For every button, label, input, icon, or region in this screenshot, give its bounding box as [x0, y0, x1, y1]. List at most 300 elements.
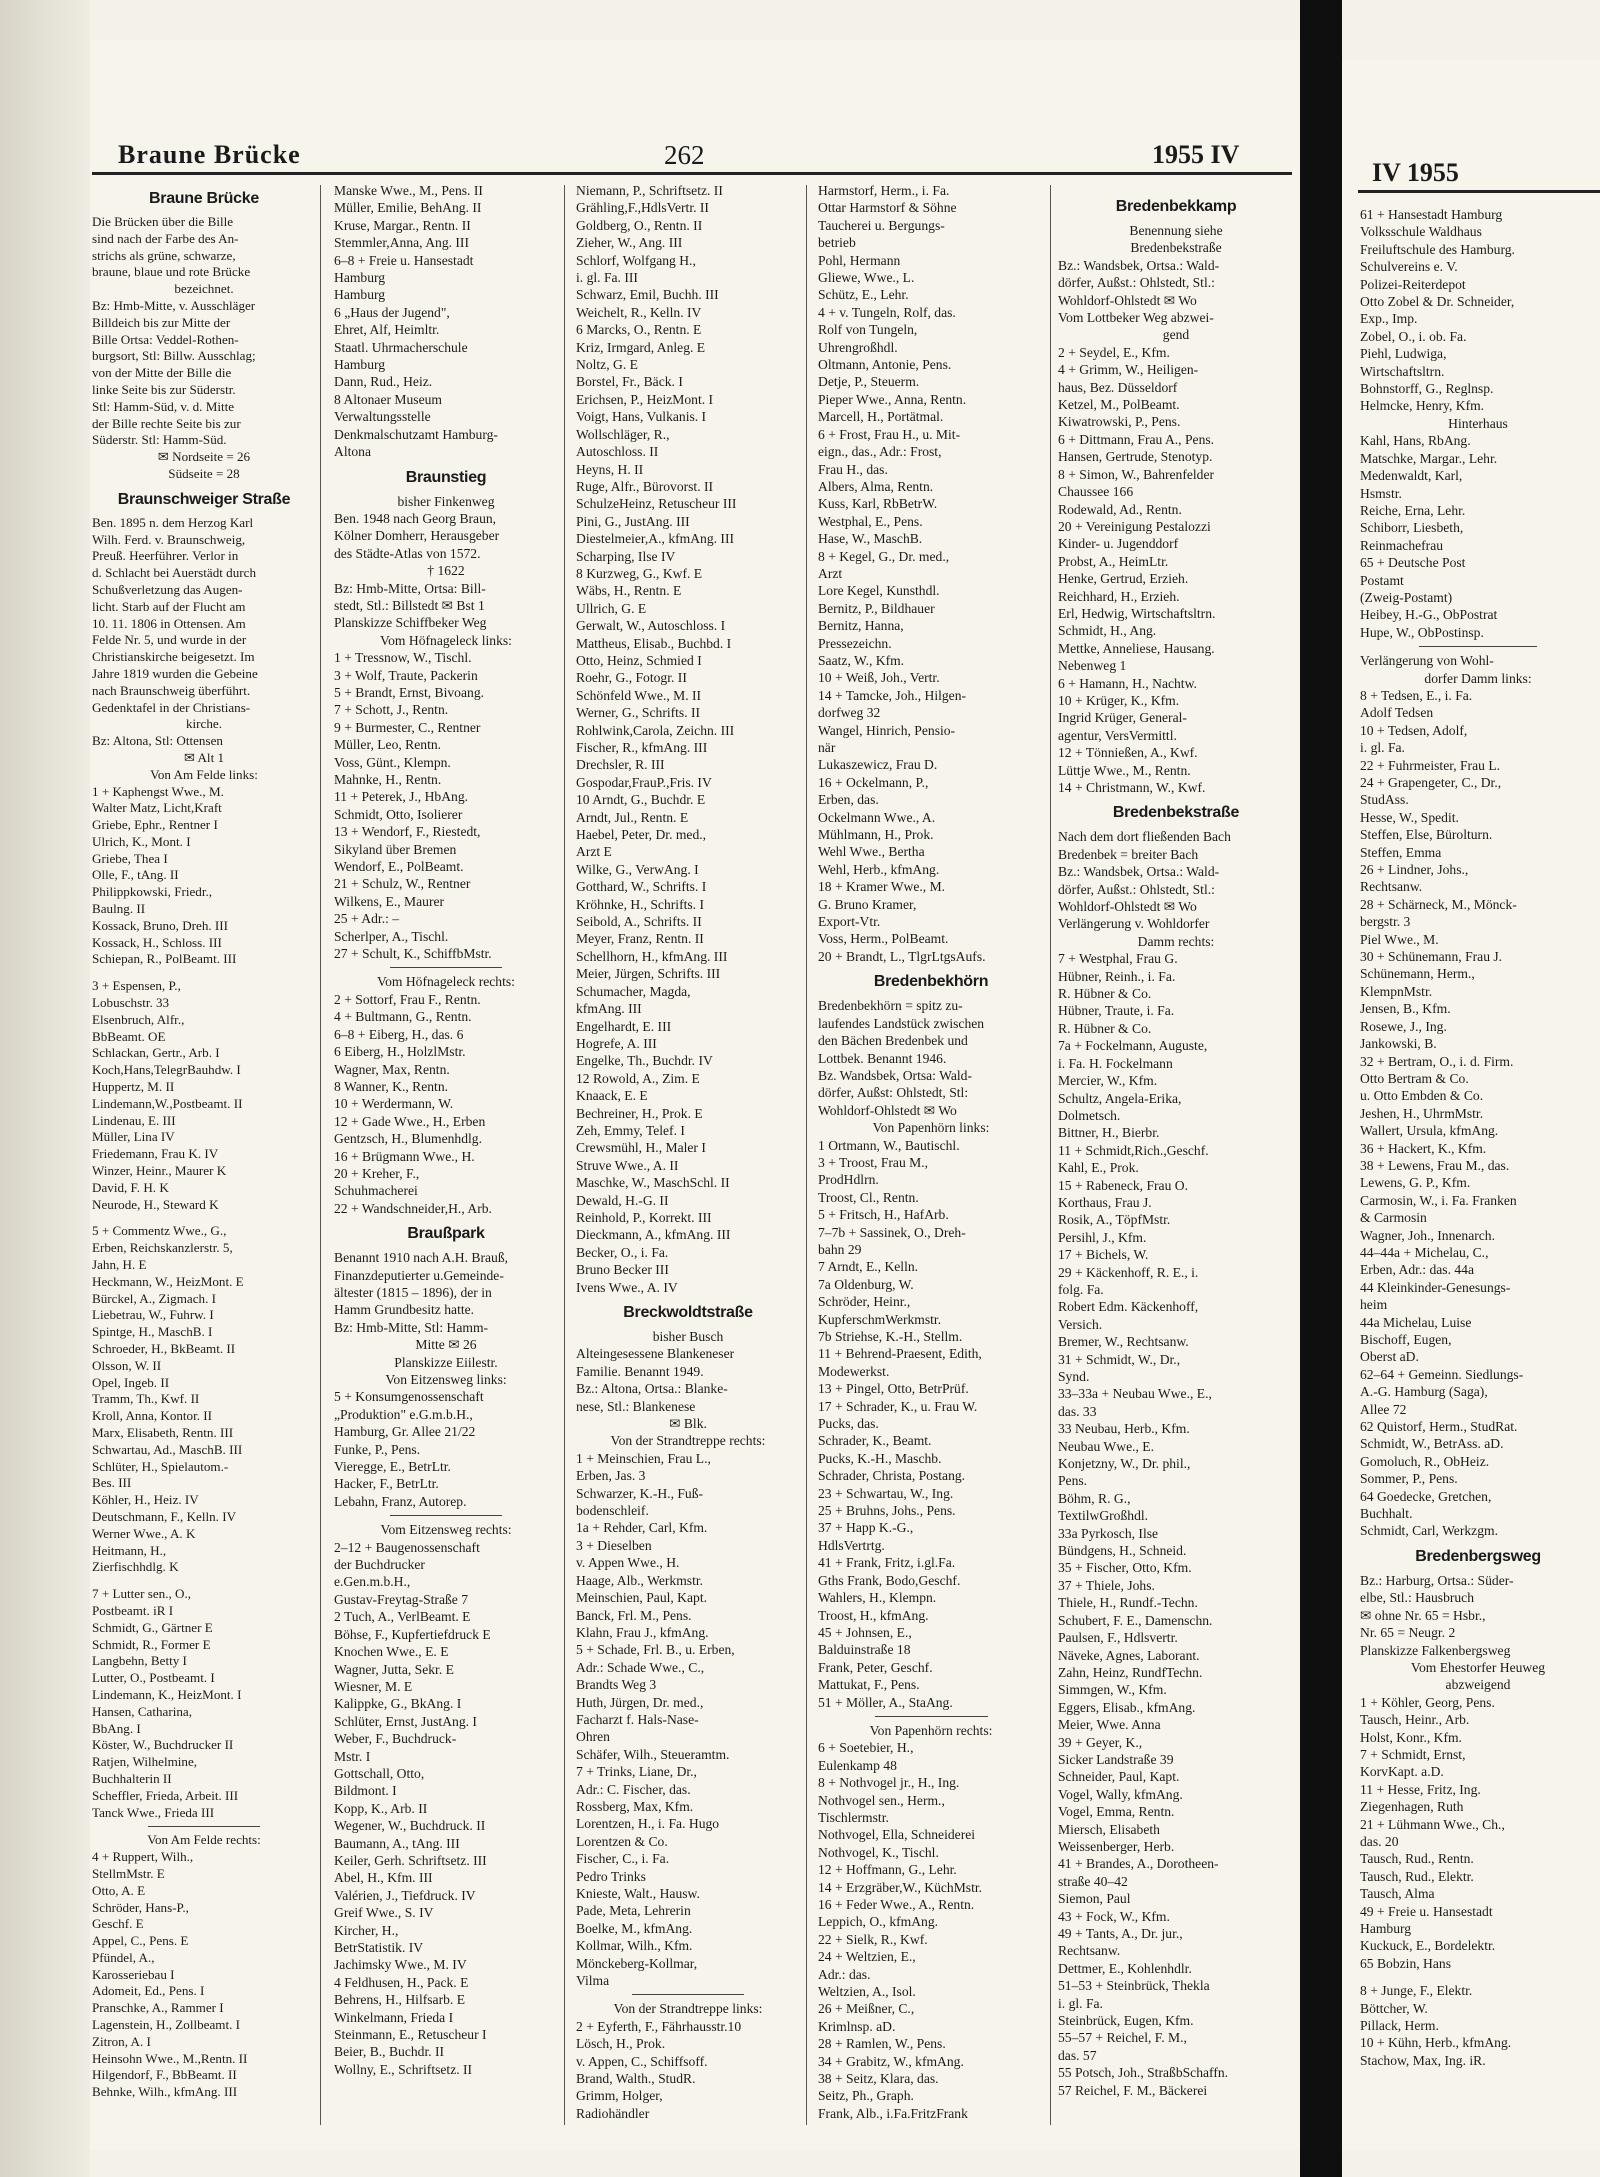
- entry-line: betrieb: [818, 235, 856, 251]
- entry-line: Mahnke, H., Rentn.: [334, 772, 442, 787]
- entry-line: 35 + Fischer, Otto, Kfm.: [1058, 1560, 1192, 1576]
- entry-line: Nach dem dort fließenden Bach: [1058, 829, 1231, 845]
- entry-line: Lebahn, Franz, Autorep.: [334, 1493, 467, 1509]
- entry-line: Lindemann, K., HeizMont. I: [92, 1686, 242, 1702]
- entry-line: Wangel, Hinrich, Pensio-: [818, 722, 956, 738]
- entry-line: 55 Potsch, Joh., StraßbSchaffn.: [1058, 2065, 1229, 2081]
- entry-line: Zobel, O., i. ob. Fa.: [1360, 328, 1467, 344]
- entry-line: 14 + Christmann, W., Kwf.: [1058, 780, 1206, 795]
- entry-line: Rechtsanw.: [1360, 879, 1423, 895]
- running-head-year: 1955 IV: [1152, 140, 1240, 169]
- entry-line: Eulenkamp 48: [818, 1757, 897, 1773]
- entry-line: 45 + Johnsen, E.,: [818, 1624, 912, 1640]
- entry-line: Knochen Wwe., E. E: [334, 1644, 449, 1660]
- entry-line: Ketzel, M., PolBeamt.: [1058, 397, 1180, 413]
- entry-line: Postamt: [1360, 572, 1404, 588]
- entry-line: 20 + Kreher, F.,: [334, 1165, 420, 1181]
- entry-line: e.Gen.m.b.H.,: [334, 1574, 411, 1590]
- entry-line: Schlorf, Wolfgang H.,: [576, 252, 696, 268]
- entry-line: Schneider, Paul, Kapt.: [1058, 1769, 1180, 1785]
- entry-line: Lagenstein, H., Zollbeamt. I: [92, 2017, 240, 2033]
- entry-line: heim: [1360, 1297, 1388, 1313]
- entry-line: 62 Quistorf, Herm., StudRat.: [1360, 1419, 1518, 1435]
- entry-line: Synd.: [1058, 1369, 1090, 1384]
- entry-line: Ehret, Alf, Heimltr.: [334, 322, 440, 338]
- entry-line: 12 + Hoffmann, G., Lehr.: [818, 1862, 957, 1878]
- entry-line: Hamburg: [1360, 1921, 1412, 1936]
- entry-line: Billdeich bis zur Mitte der: [92, 314, 231, 330]
- entry-line: Schünemann, Herm.,: [1360, 966, 1475, 982]
- entry-line: 65 + Deutsche Post: [1360, 555, 1466, 571]
- entry-line: 31 + Schmidt, W., Dr.,: [1058, 1351, 1181, 1367]
- spacer: [92, 1576, 316, 1586]
- entry-line: Engelhardt, E. III: [576, 1018, 672, 1034]
- entry-line: 37 + Happ K.-G.,: [818, 1520, 914, 1536]
- entry-line: 7b Striehse, K.-H., Stellm.: [818, 1329, 963, 1344]
- entry-line: Bz: Hmb-Mitte, Ortsa: Bill-: [334, 580, 486, 596]
- entry-line: Verlängerung v. Wohldorfer: [1058, 916, 1210, 932]
- entry-line: Müller, Lina IV: [92, 1129, 175, 1145]
- entry-line: Gottschall, Otto,: [334, 1765, 425, 1781]
- entry-line: Werner, G., Schrifts. II: [576, 705, 701, 721]
- entry-line: 1 + Meinschien, Frau L.,: [576, 1450, 711, 1466]
- entry-line: Bürckel, A., Zigmach. I: [92, 1290, 216, 1306]
- entry-line: Manske Wwe., M., Pens. II: [334, 183, 483, 198]
- entry-line: linke Seite bis zur Süderstr.: [92, 381, 236, 397]
- text-column-3: [576, 182, 800, 2122]
- entry-line: Bredenbek = breiter Bach: [1058, 846, 1199, 862]
- entry-line: 12 + Gade Wwe., H., Erben: [334, 1113, 486, 1129]
- entry-line: Greif Wwe., S. IV: [334, 1905, 434, 1921]
- entry-line: 49 + Tants, A., Dr. jur.,: [1058, 1926, 1183, 1941]
- entry-line: Hesse, W., Spedit.: [1360, 809, 1459, 825]
- entry-line: StudAss.: [1360, 792, 1409, 808]
- entry-line: bodenschleif.: [576, 1503, 649, 1519]
- entry-line: Frau H., das.: [818, 461, 888, 477]
- entry-line: 8 + Tedsen, E., i. Fa.: [1360, 687, 1473, 703]
- entry-line: kfmAng. III: [576, 1001, 642, 1017]
- entry-line: 6 + Dittmann, Frau A., Pens.: [1058, 431, 1215, 447]
- entry-line: Kircher, H.,: [334, 1922, 399, 1938]
- entry-line: 8 Altonaer Museum: [334, 391, 442, 407]
- entry-line: bisher Busch: [652, 1329, 724, 1344]
- entry-line: Klahn, Frau J., kfmAng.: [576, 1624, 709, 1640]
- entry-line: Grimm, Holger,: [576, 2088, 663, 2104]
- spacer: [1360, 1972, 1596, 1982]
- entry-line: Sommer, P., Pens.: [1360, 1471, 1458, 1487]
- street-heading: Bredenbergsweg: [1415, 1547, 1541, 1565]
- entry-line: David, F. H. K: [92, 1179, 169, 1195]
- entry-line: Nebenweg 1: [1058, 658, 1127, 674]
- entry-line: 13 + Pingel, Otto, BetrPrüf.: [818, 1381, 969, 1397]
- entry-line: Wagner, Jutta, Sekr. E: [334, 1661, 454, 1677]
- entry-line: Hamburg: [334, 270, 386, 286]
- entry-line: Gedenktafel in der Christians-: [92, 699, 251, 715]
- entry-line: Diestelmeier,A., kfmAng. III: [576, 531, 735, 547]
- entry-line: Schubert, F. E., Damenschn.: [1058, 1612, 1213, 1628]
- entry-line: 9 + Burmester, C., Rentner: [334, 719, 481, 735]
- entry-line: Dieckmann, A., kfmAng. III: [576, 1227, 731, 1243]
- street-heading: Braunschweiger Straße: [117, 490, 291, 508]
- entry-line: Schlüter, Ernst, JustAng. I: [334, 1713, 477, 1729]
- entry-line: 64 Goedecke, Gretchen,: [1360, 1488, 1492, 1504]
- entry-line: Denkmalschutzamt Hamburg-: [334, 426, 498, 442]
- entry-line: Mattukat, F., Pens.: [818, 1677, 920, 1693]
- entry-line: 11 + Schmidt,Rich.,Geschf.: [1058, 1142, 1209, 1158]
- entry-line: ✉ Blk.: [669, 1416, 707, 1432]
- entry-line: Vom Höfnageleck rechts:: [377, 974, 515, 990]
- entry-line: Buchhalt.: [1360, 1506, 1413, 1522]
- entry-line: 7 + Lutter sen., O.,: [92, 1586, 192, 1602]
- entry-line: 5 + Konsumgenossenschaft: [334, 1389, 484, 1405]
- entry-line: Zierfischhdlg. K: [92, 1559, 179, 1575]
- entry-line: Meier, Jürgen, Schrifts. III: [576, 966, 721, 982]
- entry-line: 38 + Seitz, Klara, das.: [818, 2071, 939, 2087]
- entry-line: KlempnMstr.: [1360, 983, 1433, 999]
- entry-line: Vom Höfnageleck links:: [380, 632, 512, 648]
- entry-line: strichs als grüne, schwarze,: [92, 247, 236, 263]
- spacer: [92, 1213, 316, 1223]
- entry-line: Kollmar, Wilh., Kfm.: [576, 1938, 693, 1954]
- entry-line: 1 + Tressnow, W., Tischl.: [334, 650, 472, 666]
- entry-line: Wohldorf-Ohlstedt ✉ Wo: [1058, 292, 1197, 308]
- entry-line: Opel, Ingeb. II: [92, 1374, 170, 1390]
- entry-line: 44 Kleinkinder-Genesungs-: [1360, 1279, 1511, 1295]
- entry-line: Olle, F., tAng. II: [92, 867, 179, 883]
- entry-line: Taucherei u. Bergungs-: [818, 217, 945, 233]
- entry-line: Süderstr. Stl: Hamm-Süd.: [92, 432, 227, 448]
- entry-line: 17 + Schrader, K., u. Frau W.: [818, 1398, 978, 1414]
- entry-line: Ulrich, K., Mont. I: [92, 833, 191, 849]
- entry-line: 1 + Köhler, Georg, Pens.: [1360, 1694, 1495, 1710]
- entry-line: 33 Neubau, Herb., Kfm.: [1058, 1421, 1190, 1437]
- entry-line: dörfer, Außst.: Ohlstedt, Stl.:: [1058, 275, 1215, 291]
- entry-line: 1 + Kaphengst Wwe., M.: [92, 783, 224, 799]
- entry-line: Schumacher, Magda,: [576, 983, 691, 999]
- entry-line: 25 + Adr.: –: [334, 911, 400, 927]
- entry-line: nach Braunschweig überführt.: [92, 682, 251, 698]
- entry-line: Arzt E: [576, 844, 612, 860]
- entry-line: Jensen, B., Kfm.: [1360, 1001, 1451, 1017]
- entry-line: Westphal, E., Pens.: [818, 513, 923, 529]
- entry-line: d. Schlacht bei Auerstädt durch: [92, 565, 256, 581]
- entry-line: Facharzt f. Hals-Nase-: [576, 1711, 699, 1727]
- entry-line: Wollny, E., Schriftsetz. II: [334, 2061, 473, 2077]
- entry-line: 13 + Wendorf, F., Riestedt,: [334, 824, 481, 840]
- entry-line: Wahlers, H., Klempn.: [818, 1590, 937, 1606]
- text-column-5: [1058, 190, 1294, 2099]
- entry-line: Weichelt, R., Kelln. IV: [576, 304, 702, 320]
- entry-line: Haebel, Peter, Dr. med.,: [576, 827, 707, 843]
- entry-line: 7–7b + Sassinek, O., Dreh-: [818, 1224, 966, 1240]
- entry-line: Otto, A. E: [92, 1882, 146, 1898]
- entry-line: Tramm, Th., Kwf. II: [92, 1391, 200, 1407]
- entry-line: Schrader, Christa, Postang.: [818, 1468, 966, 1484]
- entry-line: Kölner Domherr, Herausgeber: [334, 528, 500, 544]
- entry-line: 5 + Fritsch, H., HafArb.: [818, 1207, 949, 1223]
- entry-line: Voss, Günt., Klempn.: [334, 754, 451, 770]
- entry-line: Köster, W., Buchdrucker II: [92, 1737, 234, 1753]
- entry-line: Crewsmühl, H., Maler I: [576, 1140, 706, 1156]
- entry-line: licht. Starb auf der Flucht am: [92, 598, 246, 614]
- entry-line: burgsort, Stl: Billw. Ausschlag;: [92, 348, 256, 364]
- entry-line: Schröder, Hans-P.,: [92, 1899, 189, 1915]
- entry-line: Wohldorf-Ohlstedt ✉ Wo: [818, 1102, 957, 1118]
- header-rule: [92, 172, 1292, 175]
- entry-line: Meier, Wwe. Anna: [1058, 1717, 1161, 1733]
- entry-line: Schrader, K., Beamt.: [818, 1433, 932, 1449]
- entry-line: Hupe, W., ObPostinsp.: [1360, 624, 1484, 640]
- text-column-4: [818, 182, 1044, 2122]
- entry-line: Hogrefe, A. III: [576, 1035, 657, 1051]
- entry-line: 8 Wanner, K., Rentn.: [334, 1078, 449, 1094]
- entry-line: Bruno Becker III: [576, 1262, 669, 1278]
- entry-line: Dolmetsch.: [1058, 1107, 1121, 1123]
- entry-line: Bz: Hmb-Mitte, v. Ausschläger: [92, 297, 256, 313]
- entry-line: Bz.: Harburg, Ortsa.: Süder-: [1360, 1572, 1514, 1588]
- entry-line: Tanck Wwe., Frieda III: [92, 1804, 215, 1820]
- entry-line: Vogel, Emma, Rentn.: [1058, 1804, 1175, 1820]
- entry-line: 51 + Möller, A., StaAng.: [818, 1694, 953, 1710]
- entry-line: Pedro Trinks: [576, 1868, 646, 1884]
- entry-line: Kroll, Anna, Kontor. II: [92, 1408, 213, 1424]
- entry-line: Hsmstr.: [1360, 485, 1402, 501]
- entry-line: das. 20: [1360, 1833, 1399, 1849]
- entry-line: Behnke, Wilh., kfmAng. III: [92, 2084, 238, 2100]
- entry-line: 41 + Brandes, A., Dorotheen-: [1058, 1856, 1219, 1872]
- entry-line: Lore Kegel, Kunsthdl.: [818, 583, 940, 599]
- entry-line: eign., das., Adr.: Frost,: [818, 444, 942, 460]
- entry-line: Scharping, Ilse IV: [576, 548, 676, 564]
- entry-line: Ziegenhagen, Ruth: [1360, 1799, 1464, 1815]
- entry-line: Gentzsch, H., Blumenhdlg.: [334, 1131, 482, 1147]
- entry-line: Zitron, A. I: [92, 2033, 151, 2049]
- entry-line: i. gl. Fa.: [1360, 740, 1405, 756]
- entry-line: bergstr. 3: [1360, 914, 1411, 930]
- entry-line: Finanzdeputierter u.Gemeinde-: [334, 1267, 504, 1283]
- entry-line: Hansen, Gertrude, Stenotyp.: [1058, 449, 1213, 465]
- entry-line: Freiluftschule des Hamburg.: [1360, 241, 1515, 257]
- entry-line: R. Hübner & Co.: [1058, 1020, 1152, 1036]
- entry-line: Funke, P., Pens.: [334, 1441, 421, 1457]
- entry-line: Werner Wwe., A. K: [92, 1525, 196, 1541]
- entry-line: Borstel, Fr., Bäck. I: [576, 374, 683, 390]
- entry-line: 8 Kurzweg, G., Kwf. E: [576, 565, 703, 581]
- entry-line: 4 + Ruppert, Wilh.,: [92, 1849, 194, 1865]
- entry-line: Kinder- u. Jugenddorf: [1058, 536, 1179, 552]
- entry-line: 22 + Sielk, R., Kwf.: [818, 1931, 928, 1947]
- entry-line: Arzt: [818, 565, 843, 581]
- entry-line: Chaussee 166: [1058, 484, 1134, 500]
- entry-line: 7 Arndt, E., Kelln.: [818, 1259, 919, 1275]
- entry-line: Lindemann,W.,Postbeamt. II: [92, 1095, 243, 1111]
- entry-line: Pieper Wwe., Anna, Rentn.: [818, 391, 967, 407]
- entry-line: Friedemann, Frau K. IV: [92, 1146, 219, 1162]
- entry-line: Schultz, Angela-Erika,: [1058, 1090, 1182, 1106]
- entry-line: des Städte-Atlas von 1572.: [334, 545, 481, 561]
- entry-line: 6 Eiberg, H., HolzlMstr.: [334, 1044, 466, 1060]
- entry-line: 55–57 + Reichel, F. M.,: [1058, 2030, 1187, 2046]
- entry-line: „Produktion" e.G.m.b.H.,: [334, 1406, 473, 1422]
- entry-line: Erben, Reichskanzlerstr. 5,: [92, 1240, 233, 1256]
- entry-line: Reichhard, H., Erzieh.: [1058, 588, 1180, 604]
- entry-line: Schwartau, Ad., MaschB. III: [92, 1441, 243, 1457]
- entry-line: Schröder, Heinr.,: [818, 1294, 911, 1310]
- entry-line: 11 + Hesse, Fritz, Ing.: [1360, 1781, 1481, 1797]
- entry-line: Paulsen, F., Hdlsvertr.: [1058, 1630, 1178, 1646]
- entry-line: Persihl, J., Kfm.: [1058, 1229, 1147, 1245]
- entry-line: 39 + Geyer, K.,: [1058, 1734, 1143, 1750]
- street-heading: Braußpark: [407, 1225, 485, 1243]
- entry-line: Schußverletzung das Augen-: [92, 581, 243, 597]
- entry-line: Lindenau, E. III: [92, 1112, 176, 1128]
- entry-line: Elsenbruch, Alfr.,: [92, 1011, 185, 1027]
- entry-line: 11 + Peterek, J., HbAng.: [334, 789, 469, 805]
- entry-line: Bz.: Wandsbek, Ortsa.: Wald-: [1058, 864, 1220, 880]
- entry-line: Jahre 1819 wurden die Gebeine: [92, 665, 258, 681]
- entry-line: Gths Frank, Bodo,Geschf.: [818, 1572, 961, 1588]
- entry-line: TextilwGroßhdl.: [1058, 1508, 1149, 1524]
- entry-line: Matschke, Margar., Lehr.: [1360, 450, 1498, 466]
- entry-line: Seitz, Ph., Graph.: [818, 2088, 914, 2104]
- entry-line: Scherlper, A., Tischl.: [334, 928, 449, 944]
- entry-line: Bohnstorff, G., Reglnsp.: [1360, 381, 1494, 397]
- entry-line: Kopp, K., Arb. II: [334, 1800, 428, 1816]
- entry-line: KorvKapt. a.D.: [1360, 1764, 1444, 1780]
- entry-line: Struve Wwe., A. II: [576, 1157, 679, 1173]
- entry-line: 12 + Tönnießen, A., Kwf.: [1058, 745, 1198, 761]
- entry-line: 36 + Hackert, K., Kfm.: [1360, 1140, 1487, 1156]
- entry-line: Gotthard, W., Schrifts. I: [576, 879, 707, 895]
- entry-line: 24 + Weltzien, E.,: [818, 1949, 916, 1965]
- entry-line: Adr.: C. Fischer, das.: [576, 1781, 691, 1797]
- entry-line: Ratjen, Wilhelmine,: [92, 1754, 198, 1770]
- entry-line: Geschf. E: [92, 1916, 144, 1932]
- entry-line: 18 + Kramer Wwe., M.: [818, 879, 946, 895]
- entry-line: Kahl, Hans, RbAng.: [1360, 433, 1471, 449]
- entry-line: Schmidt, H., Ang.: [1058, 623, 1157, 639]
- entry-line: Weissenberger, Herb.: [1058, 1838, 1175, 1854]
- entry-line: 3 + Espensen, P.,: [92, 978, 181, 994]
- entry-line: 10 Arndt, G., Buchdr. E: [576, 792, 706, 808]
- entry-line: Frank, Alb., i.Fa.FritzFrank: [818, 2105, 968, 2121]
- entry-line: Pranschke, A., Rammer I: [92, 2000, 224, 2016]
- entry-line: 26 + Meißner, C.,: [818, 2001, 915, 2017]
- entry-line: Vilma: [576, 1973, 610, 1989]
- entry-line: Winkelmann, Frieda I: [334, 2009, 454, 2025]
- entry-line: 6 + Soetebier, H.,: [818, 1740, 914, 1756]
- entry-line: Müller, Emilie, BehAng. II: [334, 200, 482, 216]
- entry-line: Stachow, Max, Ing. iR.: [1360, 2052, 1486, 2068]
- entry-line: Winzer, Heinr., Maurer K: [92, 1163, 227, 1179]
- section-divider: [390, 967, 502, 968]
- section-divider: [390, 1515, 502, 1516]
- entry-line: Stl: Hamm-Süd, v. d. Mitte: [92, 398, 235, 414]
- entry-line: Ben. 1948 nach Georg Braun,: [334, 510, 497, 526]
- street-heading: Bredenbekkamp: [1115, 198, 1237, 215]
- entry-line: Verwaltungsstelle: [334, 409, 431, 425]
- entry-line: 6 + Frost, Frau H., u. Mit-: [818, 426, 961, 442]
- entry-line: 61 + Hansestadt Hamburg: [1360, 207, 1503, 222]
- entry-line: i. gl. Fa. III: [576, 270, 638, 286]
- entry-line: Postbeamt. iR I: [92, 1602, 174, 1618]
- entry-line: 1a + Rehder, Carl, Kfm.: [576, 1520, 708, 1536]
- entry-line: Reiche, Erna, Lehr.: [1360, 502, 1466, 518]
- entry-line: Wehl Wwe., Bertha: [818, 844, 925, 860]
- entry-line: 4 + v. Tungeln, Rolf, das.: [818, 304, 956, 320]
- entry-line: Wegener, W., Buchdruck. II: [334, 1818, 486, 1834]
- entry-line: 5 + Schade, Frl. B., u. Erben,: [576, 1642, 735, 1658]
- entry-line: 5 + Brandt, Ernst, Bivoang.: [334, 684, 485, 700]
- entry-line: Heibey, H.-G., ObPostrat: [1360, 607, 1498, 623]
- entry-line: Henke, Gertrud, Erzieh.: [1058, 571, 1189, 587]
- entry-line: Kröhnke, H., Schrifts. I: [576, 896, 704, 912]
- entry-line: Lorentzen, H., i. Fa. Hugo: [576, 1816, 720, 1832]
- entry-line: Holst, Konr., Kfm.: [1360, 1729, 1462, 1745]
- entry-line: Schäfer, Wilh., Steueramtm.: [576, 1746, 730, 1762]
- entry-line: Schlackan, Gertr., Arb. I: [92, 1045, 220, 1061]
- entry-line: Kruse, Margar., Rentn. II: [334, 217, 471, 233]
- entry-line: Weltzien, A., Isol.: [818, 1984, 916, 2000]
- entry-line: Mstr. I: [334, 1748, 371, 1764]
- entry-line: 25 + Bruhns, Johs., Pens.: [818, 1503, 956, 1519]
- entry-line: Vom Eitzensweg rechts:: [380, 1522, 512, 1538]
- entry-line: Polizei-Reiterdepot: [1360, 276, 1466, 292]
- entry-line: 22 + Fuhrmeister, Frau L.: [1360, 757, 1501, 773]
- page-number: 262: [664, 140, 705, 170]
- entry-line: Schmidt, Carl, Werkzgm.: [1360, 1523, 1498, 1539]
- entry-line: Konjetzny, W., Dr. phil.,: [1058, 1456, 1191, 1472]
- entry-line: Schmidt, W., BetrAss. aD.: [1360, 1436, 1504, 1452]
- entry-line: Hinterhaus: [1448, 415, 1508, 431]
- entry-line: 51–53 + Steinbrück, Thekla: [1058, 1978, 1210, 1994]
- entry-line: 29 + Käckenhoff, R. E., i.: [1058, 1264, 1199, 1280]
- entry-line: R. Hübner & Co.: [1058, 986, 1152, 1002]
- entry-line: 62–64 + Gemeinn. Siedlungs-: [1360, 1366, 1524, 1382]
- scan-left-edge: [0, 0, 90, 2177]
- entry-line: Wilh. Ferd. v. Braunschweig,: [92, 531, 246, 547]
- next-page-year: IV 1955: [1372, 158, 1459, 187]
- entry-line: Niemann, P., Schriftsetz. II: [576, 183, 723, 198]
- entry-line: Pade, Meta, Lehrerin: [576, 1903, 691, 1919]
- entry-line: Stemmler,Anna, Ang. III: [334, 235, 469, 251]
- entry-line: Bechreiner, H., Prok. E: [576, 1105, 703, 1121]
- entry-line: Miersch, Elisabeth: [1058, 1821, 1160, 1837]
- entry-line: Beier, B., Buchdr. II: [334, 2044, 445, 2060]
- entry-line: gend: [1162, 327, 1190, 343]
- entry-line: Nothvogel, K., Tischl.: [818, 1844, 939, 1860]
- entry-line: Koch,Hans,TelegrBauhdw. I: [92, 1062, 241, 1078]
- entry-line: 7 + Westphal, Frau G.: [1058, 951, 1178, 967]
- entry-line: Bremer, W., Rechtsanw.: [1058, 1334, 1189, 1350]
- entry-line: Heckmann, W., HeizMont. E: [92, 1273, 244, 1289]
- entry-line: Hamburg, Gr. Allee 21/22: [334, 1424, 476, 1440]
- entry-line: Voss, Herm., PolBeamt.: [818, 931, 949, 947]
- section-divider: [632, 1994, 744, 1995]
- entry-line: Korthaus, Frau J.: [1058, 1194, 1152, 1210]
- entry-line: bahn 29: [818, 1241, 862, 1257]
- entry-line: stedt, Stl.: Billstedt ✉ Bst 1: [334, 597, 485, 613]
- entry-line: & Carmosin: [1360, 1210, 1427, 1226]
- entry-line: Modewerkst.: [818, 1363, 890, 1379]
- entry-line: Bildmont. I: [334, 1783, 397, 1799]
- entry-line: Lüttje Wwe., M., Rentn.: [1058, 762, 1191, 778]
- entry-line: Kiwatrowski, P., Pens.: [1058, 414, 1181, 430]
- entry-line: 7 + Schmidt, Ernst,: [1360, 1746, 1466, 1762]
- entry-line: Mitte ✉ 26: [415, 1337, 477, 1353]
- entry-line: Griebe, Ephr., Rentner I: [92, 817, 218, 833]
- entry-line: Planskizze Schiffbeker Weg: [334, 615, 487, 631]
